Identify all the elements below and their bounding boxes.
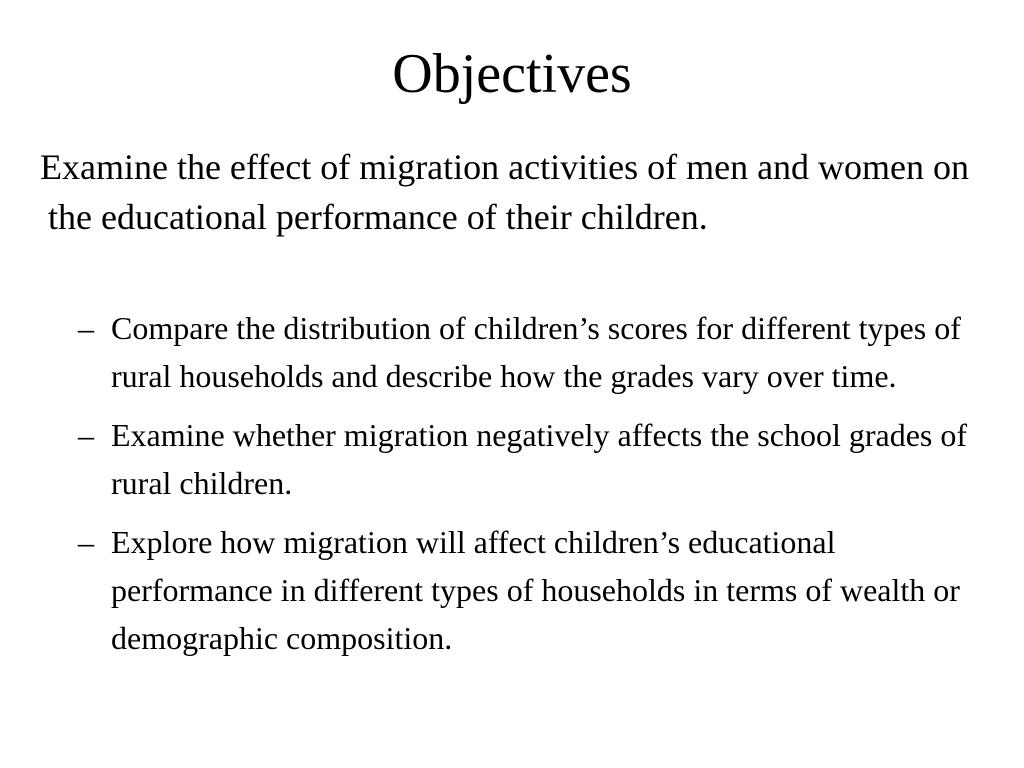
dash-bullet-icon: –	[78, 310, 94, 346]
slide-title: Objectives	[392, 43, 632, 105]
main-objective: Examine the effect of migration activities of men and women on the educational performance of their children.	[40, 147, 970, 237]
dash-bullet-icon: –	[78, 524, 94, 560]
sub-objective-item	[78, 411, 978, 507]
sub-objective-item	[78, 518, 978, 662]
sub-objectives-list	[78, 304, 978, 673]
sub-objective-text: Explore how migration will affect children’s educational performance in different types of households in terms of wealth or demographic composition.	[111, 524, 960, 656]
sub-objective-text: Compare the distribution of children’s scores for different types of rural households and describe how the grades vary over time.	[111, 310, 961, 394]
sub-objective-text: Examine whether migration negatively affects the school grades of rural children.	[111, 417, 967, 501]
dash-bullet-icon: –	[78, 417, 94, 453]
sub-objective-item	[78, 304, 978, 400]
